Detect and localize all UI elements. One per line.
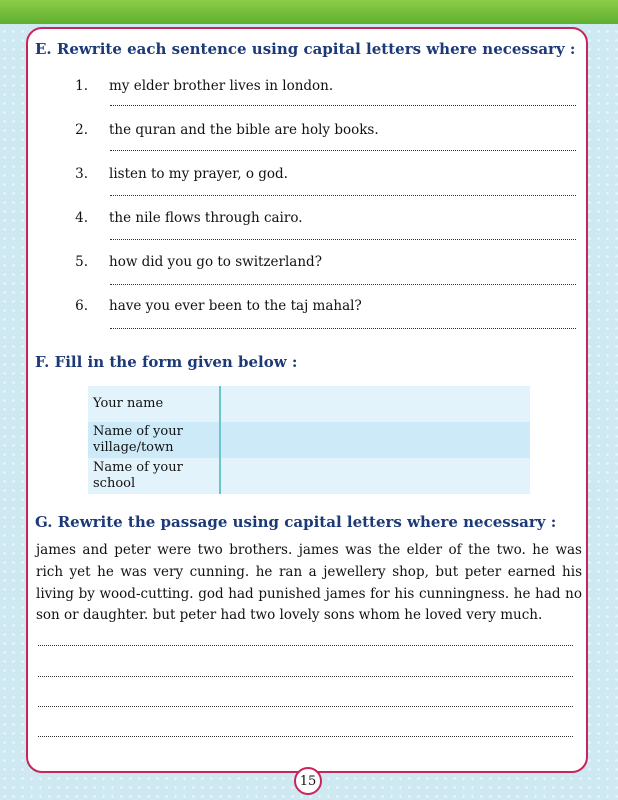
page-number: 15 [299, 773, 317, 789]
answer-line[interactable] [38, 736, 573, 737]
answer-line[interactable] [38, 676, 573, 677]
form-row-school [88, 458, 530, 494]
form-row-name [88, 386, 530, 422]
answer-line[interactable] [38, 706, 573, 707]
item-text: how did you go to switzerland? [109, 254, 322, 270]
item-number: 5. [75, 254, 88, 270]
answer-line[interactable] [110, 105, 576, 106]
answer-line[interactable] [38, 645, 573, 646]
personal-info-form [88, 386, 530, 494]
item-text: my elder brother lives in london. [109, 78, 334, 94]
item-number: 4. [75, 210, 88, 226]
item-number: 6. [75, 298, 88, 314]
item-text: the quran and the bible are holy books. [109, 122, 379, 138]
section-g-heading: G. Rewrite the passage using capital letters where necessary : [35, 513, 557, 531]
form-label-village: Name of your village/town [88, 422, 220, 458]
form-field-village[interactable] [220, 422, 530, 458]
form-row-village [88, 422, 530, 458]
item-text: listen to my prayer, o god. [109, 166, 288, 182]
top-green-bar [0, 0, 618, 24]
item-number: 2. [75, 122, 88, 138]
item-text: have you ever been to the taj mahal? [109, 298, 362, 314]
form-field-school[interactable] [220, 458, 530, 494]
section-f-heading: F. Fill in the form given below : [35, 353, 298, 371]
form-label-name: Your name [88, 386, 220, 422]
form-field-name[interactable] [220, 386, 530, 422]
answer-line[interactable] [110, 328, 576, 329]
passage-text: james and peter were two brothers. james was the elder of the two. he was rich yet he was very cunning. he ran a jewellery shop, but peter earned his living by wood-cutting. god had punished james for his cunningness. he had no son or daughter. but peter had two lovely sons whom he loved very much. [36, 542, 582, 624]
item-number: 1. [75, 78, 88, 94]
answer-line[interactable] [110, 195, 576, 196]
form-label-school: Name of your school [88, 458, 220, 494]
answer-line[interactable] [110, 284, 576, 285]
answer-line[interactable] [110, 239, 576, 240]
page-number-badge [294, 767, 322, 795]
answer-line[interactable] [110, 150, 576, 151]
item-text: the nile flows through cairo. [109, 210, 303, 226]
item-number: 3. [75, 166, 88, 182]
section-e-heading: E. Rewrite each sentence using capital letters where necessary : [35, 40, 576, 58]
